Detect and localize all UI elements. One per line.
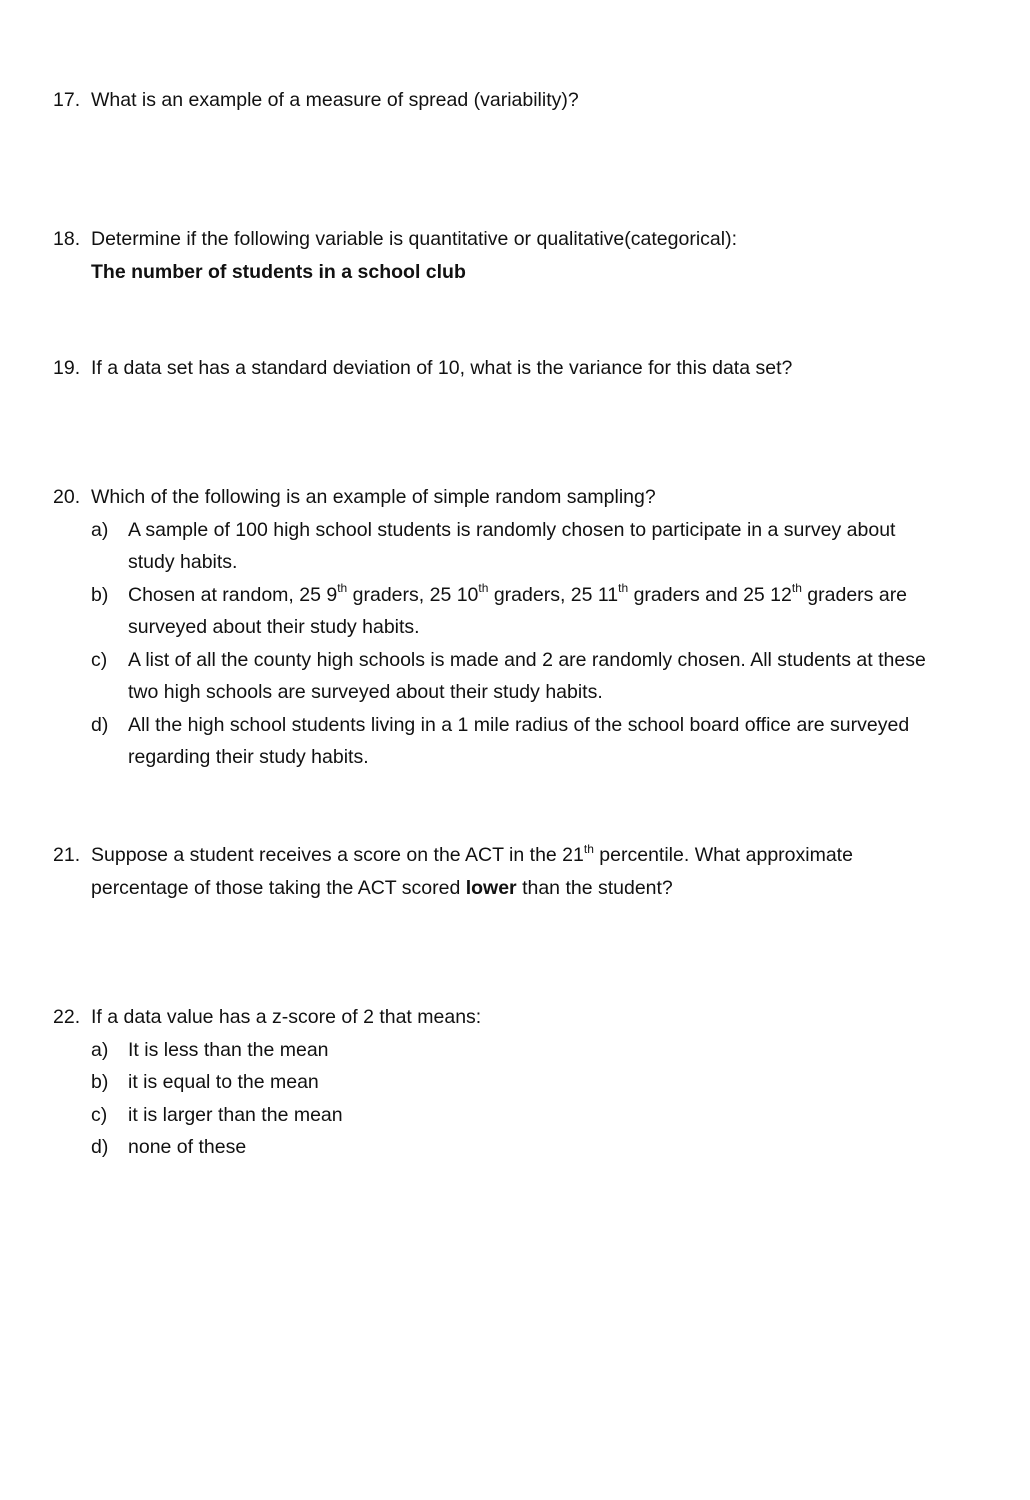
ordinal-suffix: th — [478, 581, 489, 595]
option-letter: d) — [91, 713, 109, 736]
option-c — [91, 644, 1013, 709]
question-text: What is an example of a measure of spread (variability)? — [91, 89, 579, 111]
text-fragment: graders, 25 10 — [347, 583, 479, 606]
question-number: 19. — [53, 357, 81, 379]
option-text-line: A sample of 100 high school students is randomly chosen to participate in a survey about — [128, 518, 896, 541]
option-text-line: A list of all the county high schools is made and 2 are randomly chosen. All students at these — [128, 648, 926, 671]
option-text-line — [128, 579, 1013, 612]
text-fragment: Suppose a student receives a score on the ACT in the 21 — [91, 844, 584, 866]
option-c — [91, 1099, 1013, 1132]
question-number: 22. — [53, 1006, 81, 1028]
option-text: it is larger than the mean — [128, 1103, 343, 1126]
option-b — [91, 1066, 1013, 1099]
question-text: If a data set has a standard deviation of 10, what is the variance for this data set? — [91, 357, 793, 379]
option-text: It is less than the mean — [128, 1038, 329, 1061]
option-a — [91, 514, 1013, 579]
question-text-continued — [53, 872, 1013, 905]
option-text: it is equal to the mean — [128, 1071, 319, 1093]
question-text: Which of the following is an example of simple random sampling? — [91, 486, 656, 508]
option-letter: a) — [91, 518, 109, 541]
ordinal-suffix: th — [791, 581, 802, 595]
text-fragment: graders and 25 12 — [628, 583, 792, 606]
option-text-line: two high schools are surveyed about their study habits. — [128, 681, 603, 703]
option-letter: c) — [91, 1103, 108, 1126]
question-number: 20. — [53, 486, 81, 508]
question-number: 17. — [53, 89, 81, 111]
text-fragment: graders, 25 11 — [488, 583, 619, 606]
question-21 — [53, 839, 1013, 904]
text-fragment: than the student? — [516, 876, 673, 899]
option-letter: c) — [91, 648, 108, 671]
option-text-line: study habits. — [128, 551, 238, 573]
question-20 — [53, 481, 1013, 774]
option-text-line: All the high school students living in a 1 mile radius of the school board office are surveyed — [128, 713, 910, 736]
option-b — [91, 579, 1013, 644]
option-text: none of these — [128, 1136, 247, 1158]
ordinal-suffix: th — [618, 581, 629, 595]
question-text: If a data value has a z-score of 2 that means: — [91, 1006, 482, 1028]
ordinal-suffix: th — [583, 841, 594, 856]
question-17 — [53, 84, 1013, 117]
text-fragment: percentile. What approximate — [593, 844, 853, 866]
text-fragment: percentage of those taking the ACT scored — [91, 876, 466, 899]
variable-statement: The number of students in a school club — [91, 260, 466, 283]
option-letter: b) — [91, 1071, 109, 1093]
option-a — [91, 1034, 1013, 1067]
option-letter: b) — [91, 583, 109, 606]
question-22 — [53, 1001, 1013, 1164]
option-letter: a) — [91, 1038, 109, 1061]
option-text-line: surveyed about their study habits. — [128, 616, 420, 638]
emphasis-word: lower — [465, 876, 517, 899]
option-d — [91, 709, 1013, 774]
option-d — [91, 1131, 1013, 1164]
question-number: 18. — [53, 228, 81, 250]
ordinal-suffix: th — [337, 581, 348, 595]
option-text-line: regarding their study habits. — [128, 746, 369, 768]
question-18 — [53, 223, 1013, 288]
text-fragment: graders are — [801, 583, 908, 606]
question-number: 21. — [53, 844, 81, 866]
text-fragment: Chosen at random, 25 9 — [128, 583, 338, 606]
question-19 — [53, 352, 1013, 385]
question-text: Determine if the following variable is quantitative or qualitative(categorical): — [91, 228, 737, 250]
option-letter: d) — [91, 1136, 109, 1158]
question-text — [91, 839, 853, 872]
